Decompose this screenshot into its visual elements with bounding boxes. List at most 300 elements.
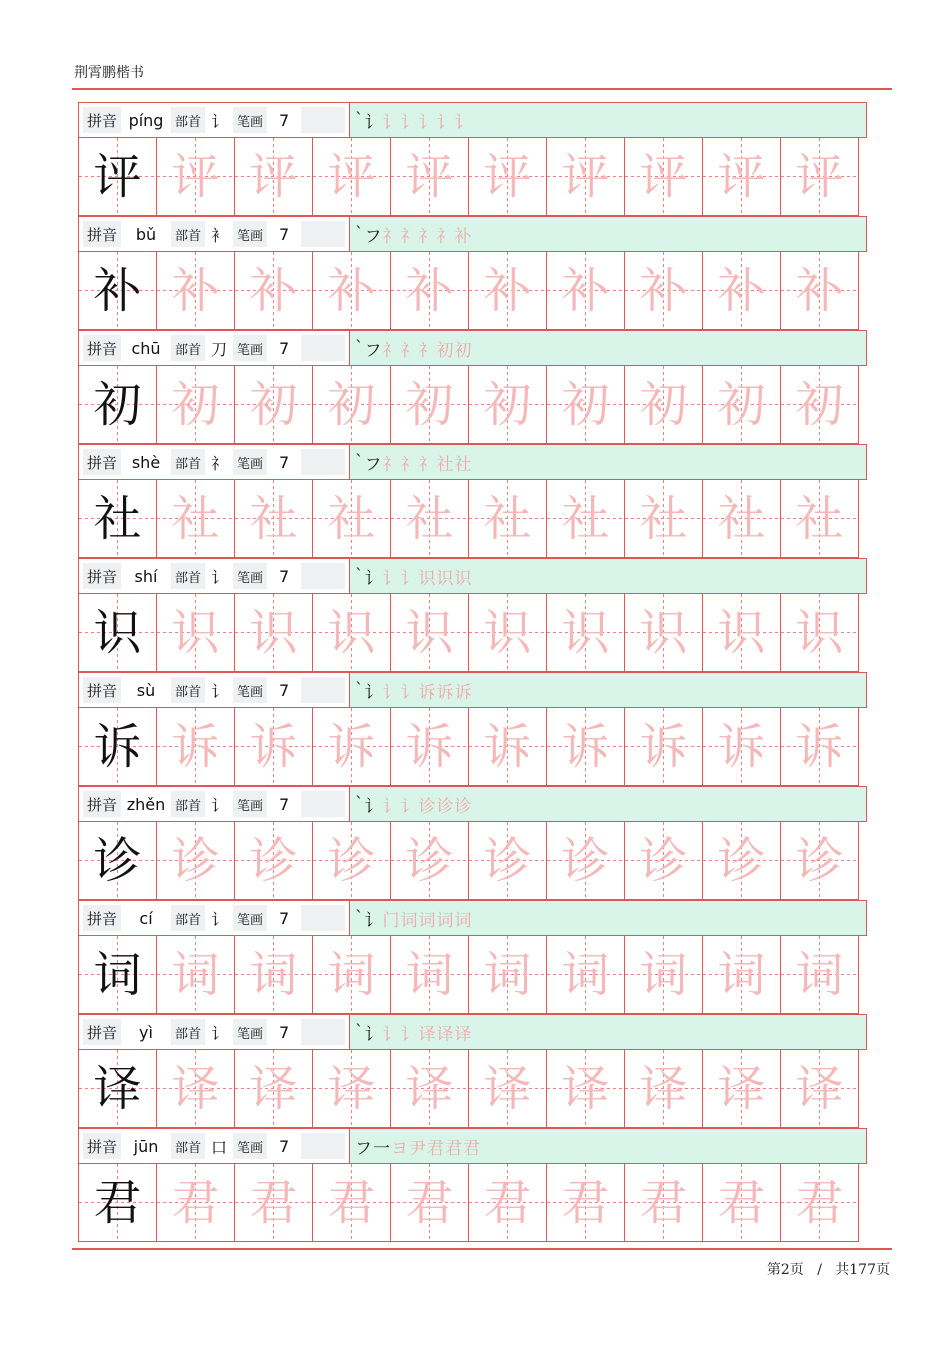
page-header-title: 荆霄鹏楷书 xyxy=(74,65,144,81)
stroke-order xyxy=(355,331,473,365)
info-row xyxy=(78,558,867,594)
tracing-cell xyxy=(702,593,781,672)
radical-value: 讠 xyxy=(205,563,233,589)
stroke-step: 讠 xyxy=(382,1024,401,1045)
stroke-step: ` xyxy=(355,1022,365,1042)
tracing-cell xyxy=(468,707,547,786)
stroke-order xyxy=(355,1129,481,1163)
strokes-label: 笔画 xyxy=(237,798,264,814)
pinyin-label: 拼音 xyxy=(87,567,118,586)
stroke-step: 礻 xyxy=(418,454,437,475)
tracing-cell xyxy=(780,821,859,900)
tracing-character: 社 xyxy=(171,490,220,547)
tracing-cell xyxy=(702,707,781,786)
tracing-cell xyxy=(546,365,625,444)
pinyin-label: 拼音 xyxy=(87,1137,118,1156)
stroke-count-value: 7 xyxy=(267,335,301,361)
info-row xyxy=(78,672,867,708)
tracing-character: 词 xyxy=(405,946,454,1003)
tracing-cell xyxy=(312,707,391,786)
tracing-cell xyxy=(390,251,469,330)
info-row xyxy=(78,216,867,252)
tracing-cell xyxy=(156,593,235,672)
model-character: 识 xyxy=(93,604,142,661)
tracing-cell xyxy=(624,1163,703,1242)
info-row xyxy=(78,1128,867,1164)
tracing-cell xyxy=(390,593,469,672)
stroke-step: 补 xyxy=(454,226,473,247)
character-entry xyxy=(78,102,867,216)
tracing-cell xyxy=(780,1049,859,1128)
radical-value: 刀 xyxy=(205,335,233,361)
tracing-character: 君 xyxy=(639,1174,688,1231)
tracing-character: 识 xyxy=(483,604,532,661)
tracing-cell xyxy=(390,707,469,786)
tracing-cell xyxy=(156,935,235,1014)
character-entry xyxy=(78,1014,867,1128)
model-cell xyxy=(78,1049,157,1128)
tracing-character: 补 xyxy=(483,262,532,319)
pinyin-value: bǔ xyxy=(121,221,171,247)
tracing-cell xyxy=(156,479,235,558)
pinyin-label: 拼音 xyxy=(87,1023,118,1042)
info-row xyxy=(78,786,867,822)
stroke-step: 诊 xyxy=(418,796,437,817)
tracing-character: 译 xyxy=(717,1060,766,1117)
tracing-character: 识 xyxy=(249,604,298,661)
stroke-step: 词 xyxy=(400,910,419,931)
stroke-step: フ xyxy=(364,340,383,361)
tracing-character: 补 xyxy=(717,262,766,319)
tracing-character: 诉 xyxy=(249,718,298,775)
model-cell xyxy=(78,137,157,216)
stroke-step: ` xyxy=(355,908,365,928)
tracing-character: 初 xyxy=(405,376,454,433)
page-separator: / xyxy=(817,1262,822,1278)
tracing-cell xyxy=(312,821,391,900)
strokes-label: 笔画 xyxy=(237,912,264,928)
stroke-step: ` xyxy=(355,566,365,586)
tracing-character: 社 xyxy=(405,490,454,547)
radical-label: 部首 xyxy=(175,342,202,358)
radical-label: 部首 xyxy=(175,1026,202,1042)
stroke-order xyxy=(355,559,473,593)
model-character: 社 xyxy=(93,490,142,547)
info-row xyxy=(78,900,867,936)
stroke-step: 礻 xyxy=(382,454,401,475)
tracing-cell xyxy=(468,1049,547,1128)
strokes-label: 笔画 xyxy=(237,684,264,700)
tracing-cell xyxy=(546,935,625,1014)
tracing-cell xyxy=(780,935,859,1014)
tracing-cell xyxy=(312,251,391,330)
tracing-cell xyxy=(468,479,547,558)
page-number: 第2页 xyxy=(766,1262,804,1278)
tracing-character: 补 xyxy=(249,262,298,319)
stroke-step: 词 xyxy=(454,910,473,931)
tracing-character: 君 xyxy=(405,1174,454,1231)
model-cell xyxy=(78,707,157,786)
tracing-cell xyxy=(390,1163,469,1242)
stroke-step: 讠 xyxy=(400,682,419,703)
tracing-cell xyxy=(702,251,781,330)
tracing-cell xyxy=(312,479,391,558)
strokes-label: 笔画 xyxy=(237,342,264,358)
tracing-character: 评 xyxy=(795,148,844,205)
tracing-character: 词 xyxy=(717,946,766,1003)
stroke-count-value: 7 xyxy=(267,677,301,703)
model-character: 评 xyxy=(93,148,142,205)
tracing-cell xyxy=(624,137,703,216)
stroke-step: 君 xyxy=(445,1138,463,1159)
info-row xyxy=(78,330,867,366)
tracing-cell xyxy=(312,1049,391,1128)
tracing-cell xyxy=(780,593,859,672)
tracing-cell xyxy=(702,821,781,900)
stroke-count-value: 7 xyxy=(267,1133,301,1159)
pinyin-value: yì xyxy=(121,1019,171,1045)
tracing-cell xyxy=(546,137,625,216)
meta-panel-inner xyxy=(83,563,345,589)
stroke-step: 讠 xyxy=(364,112,383,133)
stroke-order xyxy=(355,673,473,707)
tracing-character: 诉 xyxy=(717,718,766,775)
character-entry xyxy=(78,900,867,1014)
tracing-cell xyxy=(780,251,859,330)
stroke-step: ` xyxy=(355,224,365,244)
stroke-step: 讠 xyxy=(400,568,419,589)
stroke-order xyxy=(355,217,473,251)
tracing-cell xyxy=(546,479,625,558)
tracing-cell xyxy=(546,707,625,786)
stroke-step: 社 xyxy=(436,454,455,475)
tracing-character: 诉 xyxy=(795,718,844,775)
stroke-step: 一 xyxy=(373,1138,391,1159)
stroke-step: 礻 xyxy=(400,454,419,475)
model-character: 译 xyxy=(93,1060,142,1117)
radical-label: 部首 xyxy=(175,228,202,244)
tracing-cell xyxy=(312,137,391,216)
tracing-cell xyxy=(468,365,547,444)
tracing-character: 诉 xyxy=(561,718,610,775)
meta-panel-inner xyxy=(83,335,345,361)
tracing-character: 词 xyxy=(639,946,688,1003)
page-total: 共177页 xyxy=(835,1262,890,1278)
model-cell xyxy=(78,479,157,558)
stroke-step: 礻 xyxy=(400,226,419,247)
radical-value: 口 xyxy=(205,1133,233,1159)
meta-panel xyxy=(79,673,350,707)
stroke-step: ` xyxy=(355,680,365,700)
tracing-character: 译 xyxy=(405,1060,454,1117)
practice-grid xyxy=(78,707,867,786)
tracing-cell xyxy=(702,479,781,558)
stroke-step: 初 xyxy=(436,340,455,361)
stroke-step: 礻 xyxy=(382,226,401,247)
strokes-label: 笔画 xyxy=(237,1026,264,1042)
pinyin-value: zhěn xyxy=(121,791,171,817)
character-entry xyxy=(78,330,867,444)
tracing-cell xyxy=(468,1163,547,1242)
tracing-cell xyxy=(156,1163,235,1242)
tracing-character: 评 xyxy=(171,148,220,205)
info-row xyxy=(78,444,867,480)
pinyin-value: shí xyxy=(121,563,171,589)
stroke-step: 识 xyxy=(454,568,473,589)
tracing-character: 初 xyxy=(639,376,688,433)
tracing-character: 社 xyxy=(483,490,532,547)
tracing-cell xyxy=(234,251,313,330)
tracing-cell xyxy=(780,707,859,786)
tracing-cell xyxy=(468,935,547,1014)
tracing-character: 词 xyxy=(327,946,376,1003)
tracing-character: 词 xyxy=(483,946,532,1003)
tracing-character: 诊 xyxy=(795,832,844,889)
stroke-step: 诊 xyxy=(454,796,473,817)
tracing-cell xyxy=(234,1049,313,1128)
tracing-cell xyxy=(234,137,313,216)
tracing-character: 社 xyxy=(327,490,376,547)
tracing-character: 识 xyxy=(327,604,376,661)
stroke-step: 讠 xyxy=(364,682,383,703)
model-character: 诉 xyxy=(93,718,142,775)
model-character: 词 xyxy=(93,946,142,1003)
tracing-cell xyxy=(624,251,703,330)
tracing-character: 君 xyxy=(561,1174,610,1231)
stroke-step: 讠 xyxy=(382,796,401,817)
character-entry xyxy=(78,444,867,558)
tracing-character: 诉 xyxy=(405,718,454,775)
tracing-cell xyxy=(624,1049,703,1128)
tracing-character: 补 xyxy=(405,262,454,319)
tracing-cell xyxy=(390,365,469,444)
stroke-step: 讠 xyxy=(364,1024,383,1045)
tracing-character: 译 xyxy=(795,1060,844,1117)
tracing-character: 词 xyxy=(561,946,610,1003)
tracing-character: 补 xyxy=(171,262,220,319)
pinyin-label: 拼音 xyxy=(87,225,118,244)
stroke-step: 尹 xyxy=(409,1138,427,1159)
tracing-cell xyxy=(468,593,547,672)
tracing-cell xyxy=(234,1163,313,1242)
meta-panel xyxy=(79,901,350,935)
stroke-step: フ xyxy=(364,454,383,475)
stroke-step: ` xyxy=(355,452,365,472)
tracing-character: 诉 xyxy=(171,718,220,775)
tracing-cell xyxy=(156,251,235,330)
tracing-character: 初 xyxy=(795,376,844,433)
tracing-character: 评 xyxy=(717,148,766,205)
model-character: 诊 xyxy=(93,832,142,889)
stroke-step: 礻 xyxy=(418,226,437,247)
stroke-step: ` xyxy=(355,110,365,130)
tracing-character: 诉 xyxy=(483,718,532,775)
tracing-cell xyxy=(468,821,547,900)
model-character: 补 xyxy=(93,262,142,319)
stroke-step: 礻 xyxy=(400,340,419,361)
pinyin-value: píng xyxy=(121,107,171,133)
tracing-character: 社 xyxy=(795,490,844,547)
pinyin-label: 拼音 xyxy=(87,681,118,700)
tracing-character: 词 xyxy=(171,946,220,1003)
stroke-step: 讠 xyxy=(382,682,401,703)
stroke-step: 门 xyxy=(382,910,401,931)
meta-panel-inner xyxy=(83,1019,345,1045)
model-cell xyxy=(78,365,157,444)
tracing-cell xyxy=(390,1049,469,1128)
tracing-character: 补 xyxy=(561,262,610,319)
tracing-cell xyxy=(234,593,313,672)
tracing-character: 诊 xyxy=(405,832,454,889)
radical-label: 部首 xyxy=(175,798,202,814)
tracing-character: 初 xyxy=(561,376,610,433)
stroke-step: ` xyxy=(355,338,365,358)
header-divider xyxy=(72,88,892,90)
stroke-step: 译 xyxy=(454,1024,473,1045)
stroke-step: 讠 xyxy=(400,1024,419,1045)
tracing-cell xyxy=(780,479,859,558)
practice-grid xyxy=(78,137,867,216)
stroke-step: 讠 xyxy=(382,568,401,589)
radical-label: 部首 xyxy=(175,570,202,586)
tracing-character: 君 xyxy=(171,1174,220,1231)
strokes-label: 笔画 xyxy=(237,456,264,472)
tracing-cell xyxy=(390,821,469,900)
model-cell xyxy=(78,593,157,672)
radical-label: 部首 xyxy=(175,456,202,472)
radical-value: 讠 xyxy=(205,107,233,133)
radical-label: 部首 xyxy=(175,114,202,130)
tracing-cell xyxy=(234,365,313,444)
radical-label: 部首 xyxy=(175,684,202,700)
tracing-character: 初 xyxy=(327,376,376,433)
character-entry xyxy=(78,1128,867,1242)
tracing-character: 初 xyxy=(717,376,766,433)
tracing-character: 词 xyxy=(795,946,844,1003)
tracing-cell xyxy=(312,365,391,444)
tracing-character: 社 xyxy=(249,490,298,547)
model-cell xyxy=(78,935,157,1014)
stroke-step: 讠 xyxy=(454,112,473,133)
tracing-character: 诉 xyxy=(327,718,376,775)
tracing-cell xyxy=(624,935,703,1014)
stroke-step: 讠 xyxy=(400,112,419,133)
stroke-step: 诉 xyxy=(418,682,437,703)
tracing-character: 识 xyxy=(171,604,220,661)
radical-label: 部首 xyxy=(175,912,202,928)
stroke-step: ` xyxy=(355,794,365,814)
tracing-character: 君 xyxy=(249,1174,298,1231)
model-cell xyxy=(78,821,157,900)
radical-value: 讠 xyxy=(205,791,233,817)
pinyin-label: 拼音 xyxy=(87,909,118,928)
tracing-cell xyxy=(624,593,703,672)
meta-panel xyxy=(79,1015,350,1049)
meta-panel-inner xyxy=(83,449,345,475)
pinyin-value: jūn xyxy=(121,1133,171,1159)
pinyin-label: 拼音 xyxy=(87,111,118,130)
character-entry xyxy=(78,672,867,786)
radical-value: 礻 xyxy=(205,449,233,475)
tracing-character: 君 xyxy=(717,1174,766,1231)
tracing-character: 译 xyxy=(249,1060,298,1117)
tracing-character: 君 xyxy=(795,1174,844,1231)
stroke-count-value: 7 xyxy=(267,221,301,247)
tracing-cell xyxy=(156,707,235,786)
stroke-count-value: 7 xyxy=(267,1019,301,1045)
tracing-character: 识 xyxy=(405,604,454,661)
stroke-step: フ xyxy=(364,226,383,247)
tracing-cell xyxy=(156,821,235,900)
tracing-cell xyxy=(156,365,235,444)
stroke-step: 礻 xyxy=(382,340,401,361)
tracing-character: 评 xyxy=(249,148,298,205)
meta-panel-inner xyxy=(83,791,345,817)
tracing-cell xyxy=(234,707,313,786)
tracing-cell xyxy=(234,935,313,1014)
meta-panel-inner xyxy=(83,221,345,247)
tracing-character: 识 xyxy=(717,604,766,661)
tracing-cell xyxy=(624,707,703,786)
tracing-cell xyxy=(624,365,703,444)
info-row xyxy=(78,102,867,138)
meta-panel xyxy=(79,559,350,593)
meta-panel xyxy=(79,331,350,365)
stroke-count-value: 7 xyxy=(267,905,301,931)
pinyin-label: 拼音 xyxy=(87,453,118,472)
tracing-cell xyxy=(546,1049,625,1128)
strokes-label: 笔画 xyxy=(237,570,264,586)
character-entry xyxy=(78,786,867,900)
model-cell xyxy=(78,1163,157,1242)
practice-grid xyxy=(78,1049,867,1128)
stroke-step: 讠 xyxy=(418,112,437,133)
tracing-cell xyxy=(780,1163,859,1242)
model-character: 初 xyxy=(93,376,142,433)
tracing-character: 社 xyxy=(717,490,766,547)
stroke-order xyxy=(355,901,473,935)
tracing-cell xyxy=(468,251,547,330)
tracing-cell xyxy=(312,1163,391,1242)
model-cell xyxy=(78,251,157,330)
meta-panel-inner xyxy=(83,107,345,133)
meta-panel-inner xyxy=(83,1133,345,1159)
tracing-cell xyxy=(312,935,391,1014)
strokes-label: 笔画 xyxy=(237,1140,264,1156)
model-character: 君 xyxy=(93,1174,142,1231)
tracing-character: 社 xyxy=(639,490,688,547)
stroke-step: 诊 xyxy=(436,796,455,817)
stroke-step: 诉 xyxy=(436,682,455,703)
tracing-cell xyxy=(624,821,703,900)
radical-value: 讠 xyxy=(205,905,233,931)
practice-grid xyxy=(78,365,867,444)
tracing-character: 诊 xyxy=(483,832,532,889)
tracing-character: 评 xyxy=(327,148,376,205)
tracing-character: 诊 xyxy=(717,832,766,889)
stroke-step: 讠 xyxy=(364,910,383,931)
stroke-step: 礻 xyxy=(418,340,437,361)
meta-panel xyxy=(79,217,350,251)
tracing-character: 评 xyxy=(483,148,532,205)
tracing-cell xyxy=(234,479,313,558)
stroke-step: フ xyxy=(355,1138,373,1159)
radical-value: 讠 xyxy=(205,677,233,703)
tracing-cell xyxy=(390,479,469,558)
meta-panel xyxy=(79,787,350,821)
stroke-step: 诉 xyxy=(454,682,473,703)
tracing-character: 诉 xyxy=(639,718,688,775)
